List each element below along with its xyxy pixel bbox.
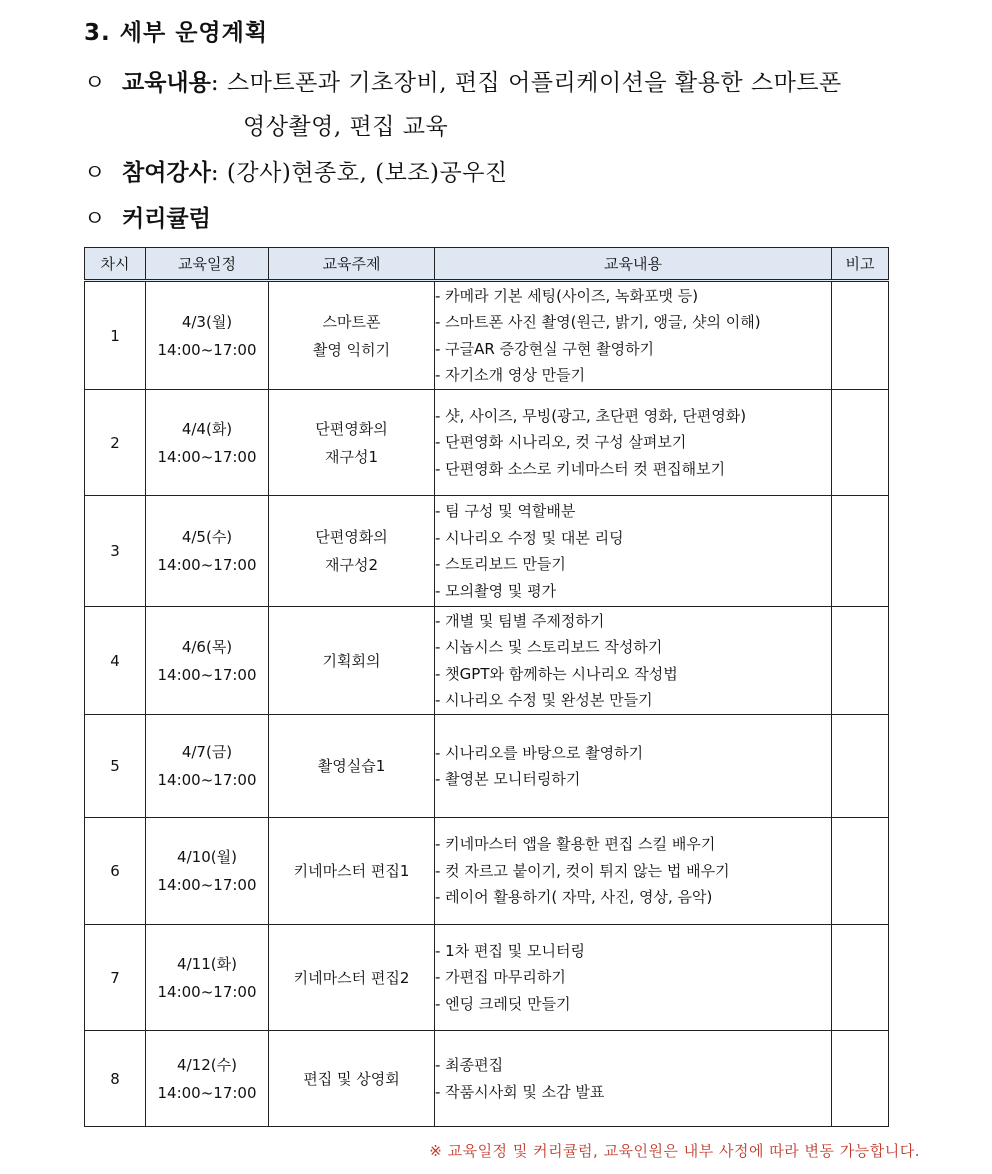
content-item: - 카메라 기본 세팅(사이즈, 녹화포맷 등) (435, 286, 699, 305)
topic-cell (269, 390, 435, 496)
content-cell (435, 496, 832, 607)
topic-cell (269, 607, 435, 715)
session-number: 1 (85, 281, 146, 390)
note-cell (832, 390, 889, 496)
schedule-date: 4/10(월) (177, 848, 237, 866)
session-number: 2 (85, 390, 146, 496)
content-item: - 키네마스터 앱을 활용한 편집 스킬 배우기 (435, 835, 716, 854)
topic-line: 촬영 익히기 (312, 340, 391, 359)
content-item: - 시나리오 수정 및 완성본 만들기 (435, 691, 653, 709)
content-item: - 샷, 사이즈, 무빙(광고, 초단편 영화, 단편영화) (435, 406, 747, 425)
content-item: - 구글AR 증강현실 구현 촬영하기 (435, 339, 655, 358)
topic-line: 촬영실습1 (317, 757, 386, 775)
content-cell (435, 281, 832, 390)
bullet-label: 커리큘럼 (122, 205, 211, 232)
topic-line: 단편영화의 (315, 419, 388, 438)
topic-line: 키네마스터 편집1 (293, 862, 410, 880)
session-number: 6 (85, 818, 146, 925)
session-number: 8 (85, 1031, 146, 1127)
bullet-instructors (84, 154, 508, 187)
content-item: - 팀 구성 및 역할배분 (435, 502, 576, 520)
note-cell (832, 818, 889, 925)
table-row (85, 390, 889, 496)
content-item: - 시놉시스 및 스토리보드 작성하기 (435, 638, 663, 656)
content-item: - 시나리오 수정 및 대본 리딩 (435, 528, 624, 547)
schedule-time: 14:00~17:00 (157, 771, 257, 789)
content-item: - 레이어 활용하기( 자막, 사진, 영상, 음악) (435, 888, 713, 907)
content-item: - 엔딩 크레딧 만들기 (435, 994, 571, 1013)
session-number: 7 (85, 925, 146, 1031)
footnote: ※ 교육일정 및 커리큘럼, 교육인원은 내부 사정에 따라 변동 가능합니다. (429, 1142, 920, 1160)
content-item: - 1차 편집 및 모니터링 (435, 941, 585, 960)
table-row (85, 715, 889, 818)
table-row (85, 818, 889, 925)
content-item: - 컷 자르고 붙이기, 컷이 튀지 않는 법 배우기 (435, 861, 730, 880)
content-cell (435, 818, 832, 925)
content-item: - 가편집 마무리하기 (435, 968, 566, 987)
bullet-value: : 스마트폰과 기초장비, 편집 어플리케이션을 활용한 스마트폰 (210, 70, 842, 96)
content-cell (435, 390, 832, 496)
section-heading: 3. 세부 운영계획 (84, 20, 269, 46)
header-note: 비고 (832, 248, 889, 281)
schedule-date: 4/12(수) (177, 1055, 237, 1074)
content-item: - 자기소개 영상 만들기 (435, 366, 586, 384)
note-cell (832, 1031, 889, 1127)
circle-bullet-icon: ㅇ (84, 207, 106, 232)
topic-cell (269, 715, 435, 818)
curriculum-table (84, 247, 889, 1127)
note-cell (832, 281, 889, 390)
schedule-cell (146, 1031, 269, 1127)
topic-line: 편집 및 상영회 (303, 1069, 400, 1088)
table-row (85, 607, 889, 715)
content-item: - 최종편집 (435, 1056, 504, 1074)
session-number: 3 (85, 496, 146, 607)
schedule-time: 14:00~17:00 (157, 876, 257, 894)
content-item: - 모의촬영 및 평가 (435, 581, 557, 600)
schedule-time: 14:00~17:00 (157, 1083, 257, 1102)
schedule-date: 4/11(화) (177, 954, 237, 973)
table-header-row (85, 248, 889, 281)
note-cell (832, 925, 889, 1031)
bullet-label: 참여강사 (122, 159, 211, 186)
schedule-date: 4/3(월) (181, 312, 233, 331)
table-row (85, 1031, 889, 1127)
bullet-label: 교육내용 (122, 69, 211, 96)
schedule-time: 14:00~17:00 (157, 447, 257, 466)
circle-bullet-icon: ㅇ (84, 161, 106, 186)
schedule-cell (146, 818, 269, 925)
note-cell (832, 715, 889, 818)
content-cell (435, 607, 832, 715)
schedule-time: 14:00~17:00 (157, 665, 257, 684)
header-content: 교육내용 (435, 248, 832, 281)
topic-line: 재구성1 (324, 447, 378, 466)
note-cell (832, 607, 889, 715)
schedule-time: 14:00~17:00 (157, 556, 257, 574)
circle-bullet-icon: ㅇ (84, 71, 106, 96)
schedule-time: 14:00~17:00 (157, 982, 257, 1001)
content-item: - 단편영화 소스로 키네마스터 컷 편집해보기 (435, 459, 726, 478)
table-row (85, 281, 889, 390)
content-cell (435, 1031, 832, 1127)
schedule-cell (146, 281, 269, 390)
content-cell (435, 925, 832, 1031)
header-topic: 교육주제 (269, 248, 435, 281)
topic-cell (269, 496, 435, 607)
topic-cell (269, 281, 435, 390)
topic-line: 기획회의 (322, 651, 381, 670)
content-cell (435, 715, 832, 818)
content-item: - 챗GPT와 함께하는 시나리오 작성법 (435, 664, 678, 683)
content-item: - 작품시사회 및 소감 발표 (435, 1082, 605, 1101)
schedule-cell (146, 390, 269, 496)
header-schedule: 교육일정 (146, 248, 269, 281)
schedule-time: 14:00~17:00 (157, 340, 257, 359)
schedule-cell (146, 607, 269, 715)
topic-line: 키네마스터 편집2 (293, 968, 410, 987)
content-item: - 촬영본 모니터링하기 (435, 770, 581, 788)
schedule-date: 4/5(수) (181, 528, 233, 546)
schedule-cell (146, 715, 269, 818)
topic-line: 단편영화의 (315, 528, 388, 546)
table-row (85, 925, 889, 1031)
topic-cell (269, 1031, 435, 1127)
session-number: 5 (85, 715, 146, 818)
topic-cell (269, 818, 435, 925)
schedule-cell (146, 925, 269, 1031)
header-session: 차시 (85, 248, 146, 281)
content-item: - 개별 및 팀별 주제정하기 (435, 611, 605, 630)
topic-cell (269, 925, 435, 1031)
session-number: 4 (85, 607, 146, 715)
bullet-value: : (강사)현종호, (보조)공우진 (210, 160, 508, 186)
topic-line: 스마트폰 (322, 312, 381, 331)
schedule-cell (146, 496, 269, 607)
bullet-education-content (84, 64, 842, 97)
content-item: - 단편영화 시나리오, 컷 구성 살펴보기 (435, 433, 687, 452)
content-item: - 시나리오를 바탕으로 촬영하기 (435, 743, 644, 762)
bullet-value-continuation: 영상촬영, 편집 교육 (243, 114, 449, 140)
content-item: - 스마트폰 사진 촬영(원근, 밝기, 앵글, 샷의 이해) (435, 313, 761, 331)
table-row (85, 496, 889, 607)
note-cell (832, 496, 889, 607)
bullet-curriculum (84, 200, 211, 233)
content-item: - 스토리보드 만들기 (435, 555, 566, 573)
schedule-date: 4/7(금) (181, 743, 233, 761)
topic-line: 재구성2 (324, 556, 378, 574)
schedule-date: 4/6(목) (181, 637, 233, 656)
schedule-date: 4/4(화) (181, 419, 233, 438)
